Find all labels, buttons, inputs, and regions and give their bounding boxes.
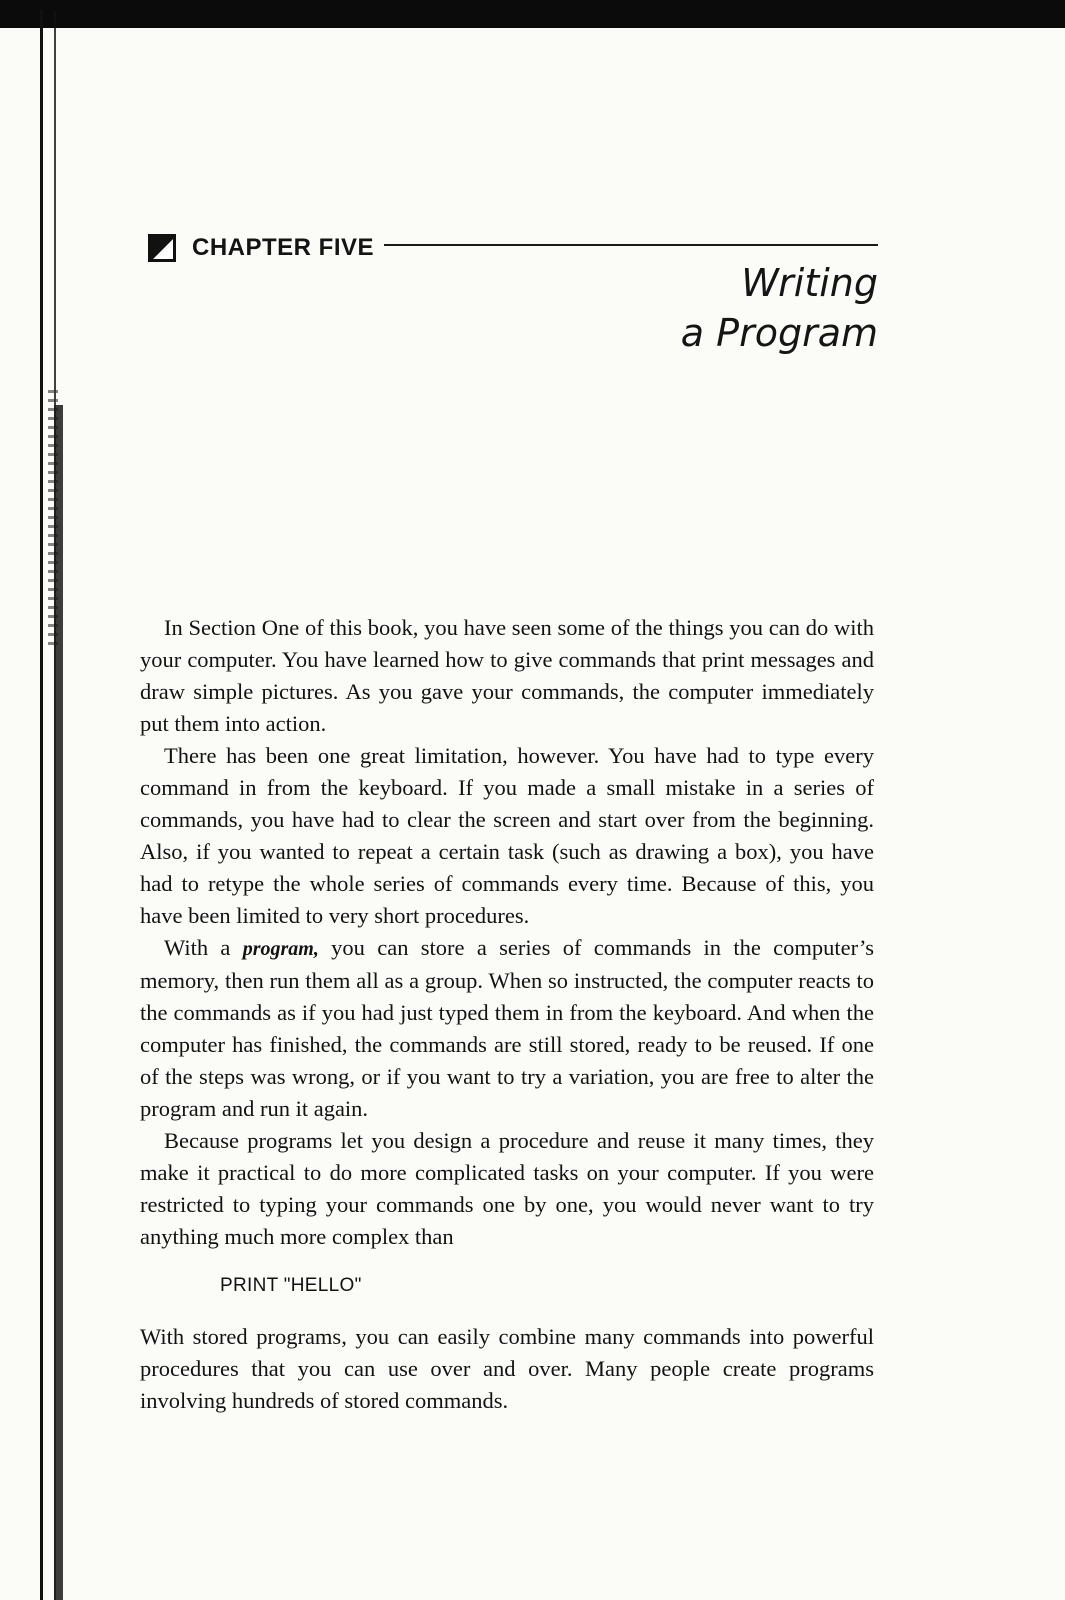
chapter-label: CHAPTER FIVE <box>192 234 375 261</box>
code-example: PRINT "HELLO" <box>220 1275 362 1296</box>
chapter-marker-icon <box>148 234 176 262</box>
paragraph-3-after: you can store a series of commands in the computer’s memory, then run them all as a group. When so instructed, the computer reacts to the commands as if you had just typed them in from the keyboard. And when the computer has finished, the commands are still stored, ready to be reused. If one of the steps was wrong, or if you want to try a variation, you are free to alter the program and run it again. <box>140 935 874 1121</box>
paragraph-3-before: With a <box>164 935 243 960</box>
paragraph-4: Because programs let you design a procedure and reuse it many times, they make it practical to do more complicated tasks on your computer. If you were restricted to typing your commands one by one, you would never want to try anything much more complex than <box>140 1128 874 1249</box>
book-spine-shadow <box>40 10 64 1600</box>
paragraph-2: There has been one great limitation, however. You have had to type every command in from the keyboard. If you made a small mistake in a series of commands, you have had to clear the screen and start over from the beginning. Also, if you wanted to repeat a certain task (such as drawing a box), you have had to retype the whole series of commands every time. Because of this, you have been limited to very short procedures. <box>140 743 874 928</box>
chapter-rule <box>384 244 878 246</box>
chapter-body <box>140 612 874 1417</box>
chapter-title-line-1: Writing <box>741 261 878 305</box>
chapter-title-line-2: a Program <box>680 311 878 355</box>
chapter-title <box>681 258 878 358</box>
scan-edge-top <box>0 0 1065 28</box>
paragraph-3 <box>140 932 874 1125</box>
term-program: program, <box>242 938 319 960</box>
paragraph-1: In Section One of this book, you have seen some of the things you can do with your computer. You have learned how to give commands that print messages and draw simple pictures. As you gave your commands, the computer immediately put them into action. <box>140 615 874 736</box>
closing-paragraph: With stored programs, you can easily combine many commands into powerful procedures that you can use over and over. Many people create programs involving hundreds of stored commands. <box>140 1324 874 1413</box>
